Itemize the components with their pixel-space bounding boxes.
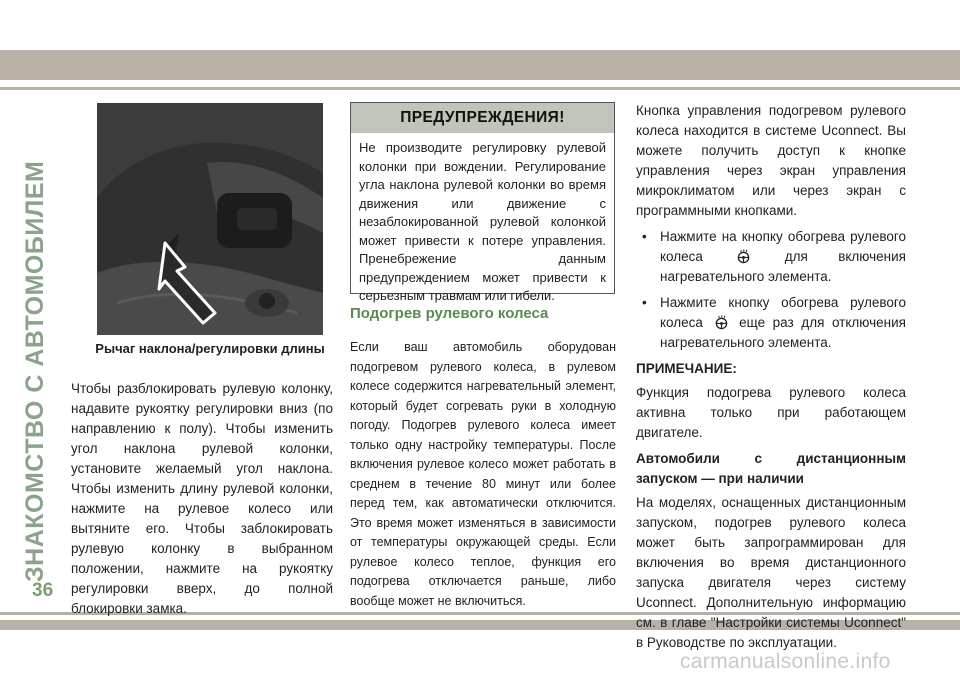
bullet-disable-text-b: еще раз для отключения нагревательного элемента. bbox=[660, 315, 906, 350]
section-title-vertical: ЗНАКОМСТВО С АВТОМОБИЛЕМ bbox=[21, 160, 49, 582]
uconnect-intro: Кнопка управления подогревом рулевого колеса находится в системе Uconnect. Вы можете получить доступ к кнопке управления через экран управления микроклиматом или через экран с программными кнопками. bbox=[636, 103, 906, 218]
bullet-enable-text-a: Нажмите на кнопку обогрева рулевого колеса bbox=[660, 229, 906, 264]
note-title: ПРИМЕЧАНИЕ: bbox=[636, 361, 737, 376]
top-rule bbox=[0, 87, 960, 90]
bullet-disable-text-a: Нажмите кнопку обогрева рулевого колеса bbox=[660, 295, 906, 330]
column-2 bbox=[350, 338, 616, 617]
steering-column-photo bbox=[97, 103, 323, 335]
warning-text: Не производите регулировку рулевой колонки при вождении. Регулирование угла наклона рулевой колонки во время движения или движение с незаблокированной рулевой колонкой может привести к потере управления. Пренебрежение данным предупреждением может привести к серьезным травмам или гибели. bbox=[359, 140, 606, 303]
bullet-disable bbox=[636, 293, 906, 353]
column-3 bbox=[636, 101, 906, 659]
note-text: Функция подогрева рулевого колеса активна только при работающем двигателе. bbox=[636, 385, 906, 440]
heated-steering-wheel-icon bbox=[736, 249, 751, 264]
bullet-enable bbox=[636, 227, 906, 287]
remote-start-heading: Автомобили с дистанционным запуском — при наличии bbox=[636, 451, 906, 486]
watermark: carmanualsonline.info bbox=[680, 650, 891, 673]
heated-wheel-heading: Подогрев рулевого колеса bbox=[350, 305, 549, 322]
column-1 bbox=[71, 379, 333, 625]
top-band bbox=[0, 50, 960, 80]
bullet-enable-text-b: для включения нагревательного элемента. bbox=[660, 249, 906, 284]
page-number: 36 bbox=[32, 580, 54, 601]
heated-wheel-text: Если ваш автомобиль оборудован подогревом рулевого колеса, в рулевом колесе содержится нагревательный элемент, который будет согревать руки в холодную погоду. Подогрев рулевого колеса имеет только одну настройку температуры. После включения рулевое колесо может работать в среднем в течение 80 минут или более перед тем, как автоматически отключится. Это время может изменяться в зависимости от температуры окружающей среды. Если рулевое колесо теплое, функция его подогрева отключается раньше, либо вообще может не включиться. bbox=[350, 340, 616, 608]
heated-steering-wheel-icon bbox=[714, 315, 729, 330]
figure-caption: Рычаг наклона/регулировки длины bbox=[95, 341, 325, 356]
warning-title: ПРЕДУПРЕЖДЕНИЯ! bbox=[351, 103, 614, 133]
steering-column-illustration bbox=[97, 103, 323, 335]
warning-box bbox=[350, 102, 615, 303]
remote-start-text: На моделях, оснащенных дистанционным запуском, подогрев рулевого колеса может быть запрограммирован для включения во время дистанционного запуска двигателя через систему Uconnect. Дополнительную информацию см. в главе "Настройки системы Uconnect" в Руководстве по эксплуатации. bbox=[636, 495, 906, 650]
steering-adjust-text: Чтобы разблокировать рулевую колонку, надавите рукоятку регулировки вниз (по направлению к полу). Чтобы изменить угол наклона рулевой колонки, установите желаемый угол наклона. Чтобы изменить длину рулевой колонки, нажмите на рулевое колесо или вытяните его. Чтобы заблокировать рулевую колонку в выбранном положении, нажмите на рукоятку регулировки вверх, до полной блокировки замка. bbox=[71, 381, 333, 616]
